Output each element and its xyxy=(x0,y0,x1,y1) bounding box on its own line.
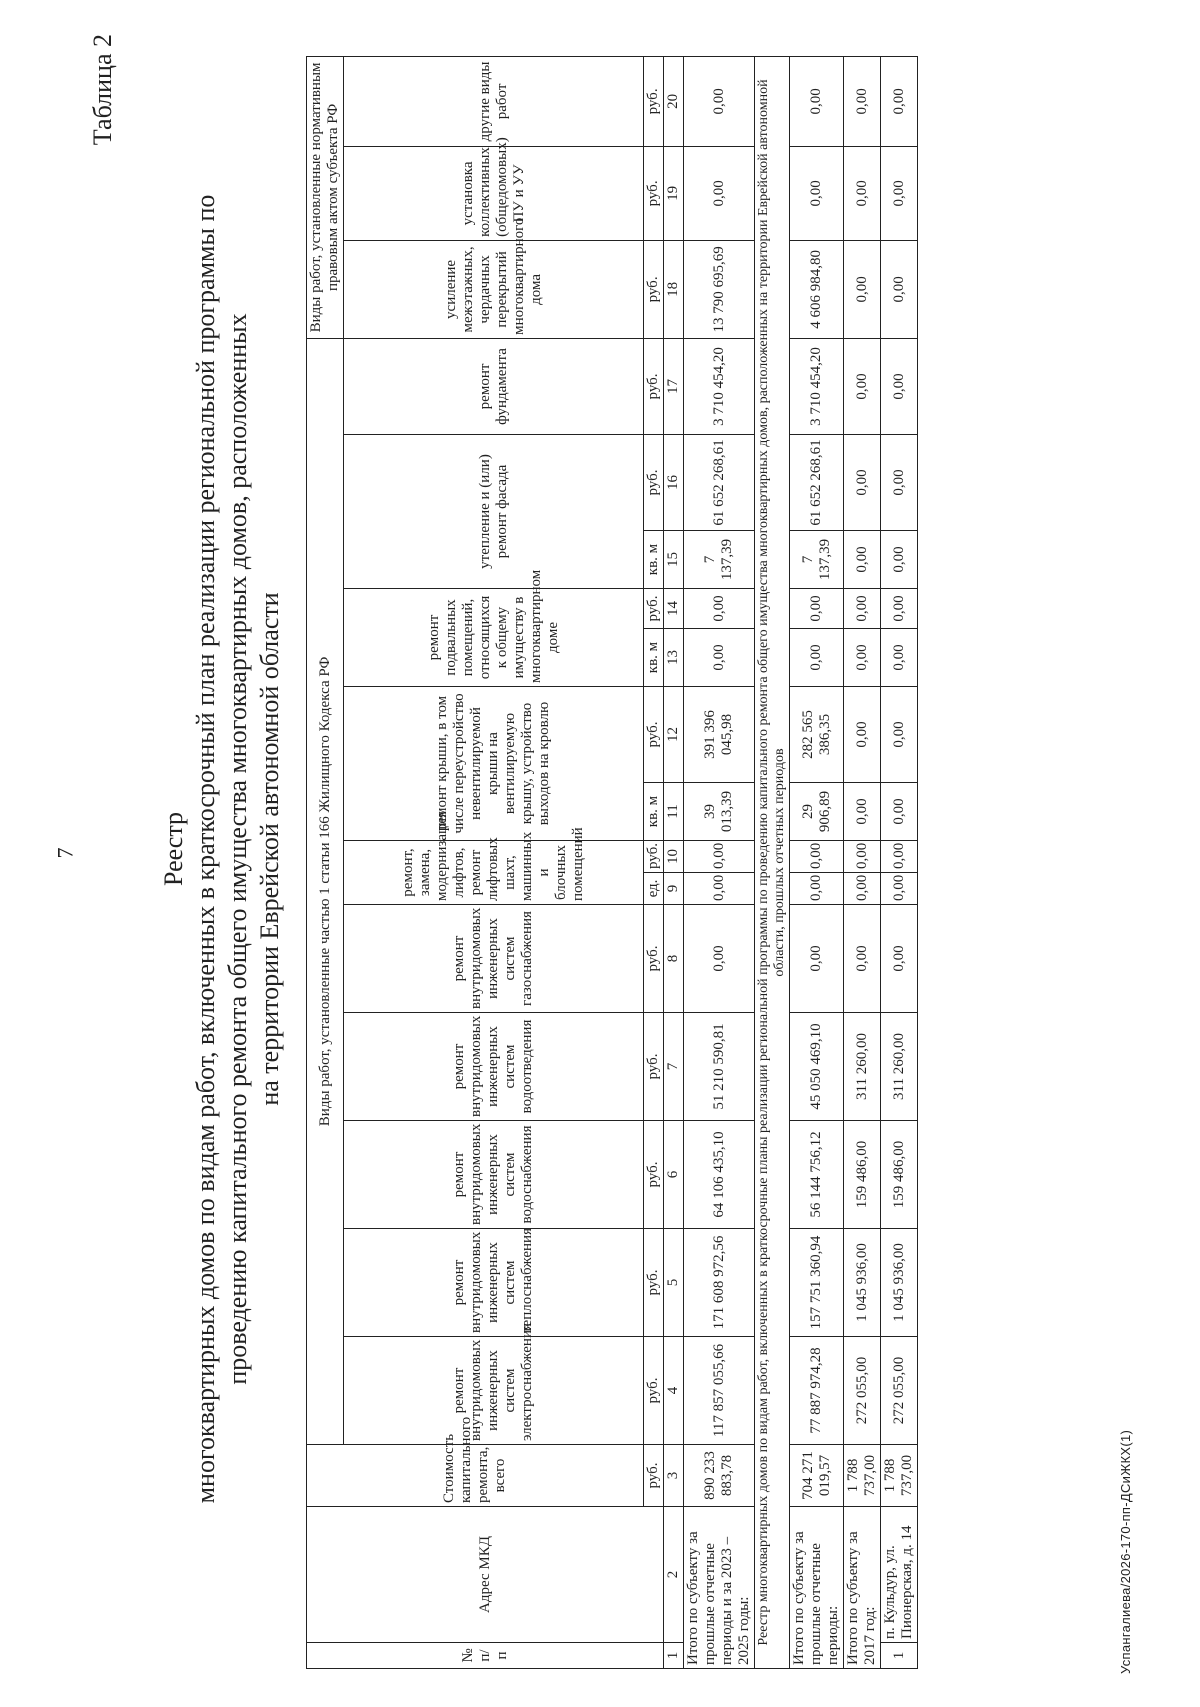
col-number: 3 xyxy=(664,1445,684,1507)
section-note-row xyxy=(755,56,790,1668)
row-value: 64 106 435,10 xyxy=(684,1121,755,1229)
row-value: 0,00 xyxy=(844,687,881,783)
unit-cell: руб. xyxy=(644,1121,664,1229)
row-value: 39 013,39 xyxy=(684,783,755,841)
row-value: 1 045 936,00 xyxy=(844,1229,881,1337)
unit-cell: руб. xyxy=(644,338,664,434)
unit-cell: руб. xyxy=(644,435,664,531)
col-number: 13 xyxy=(664,629,684,687)
document-title xyxy=(158,24,286,1674)
row-value: 272 055,00 xyxy=(844,1337,881,1445)
row-value: 0,00 xyxy=(844,905,881,1013)
row-value: 0,00 xyxy=(881,783,918,841)
header-row-1 xyxy=(307,56,344,1668)
row-value: 311 260,00 xyxy=(844,1013,881,1121)
row-value: 0,00 xyxy=(844,531,881,589)
row-value: 0,00 xyxy=(881,338,918,434)
row-value: 61 652 268,61 xyxy=(790,435,844,531)
col-number: 12 xyxy=(664,687,684,783)
row-value: 0,00 xyxy=(790,873,844,905)
row-value: 272 055,00 xyxy=(881,1337,918,1445)
header-work-sewer: ремонт внутридомовых инженерных систем водоотведения xyxy=(344,1013,644,1121)
row-value: 0,00 xyxy=(790,146,844,240)
row-value: 391 396 045,98 xyxy=(684,687,755,783)
col-number: 1 xyxy=(664,1643,684,1669)
header-num: № п/п xyxy=(307,1643,664,1669)
row-value: 3 710 454,20 xyxy=(684,338,755,434)
col-number: 10 xyxy=(664,841,684,873)
col-number: 6 xyxy=(664,1121,684,1229)
row-address: Итого по субъекту за 2017 год: xyxy=(844,1507,881,1669)
row-value: 159 486,00 xyxy=(844,1121,881,1229)
row-value: 0,00 xyxy=(844,629,881,687)
row-value: 0,00 xyxy=(844,146,881,240)
col-number: 4 xyxy=(664,1337,684,1445)
header-address: Адрес МКД xyxy=(307,1507,664,1643)
col-number: 16 xyxy=(664,435,684,531)
unit-cell: руб. xyxy=(644,687,664,783)
row-address: Итого по субъекту за прошлые отчетные периоды и за 2023 – 2025 годы: xyxy=(684,1507,755,1669)
unit-cell: руб. xyxy=(644,1229,664,1337)
col-number: 20 xyxy=(664,56,684,146)
section-note: Реестр многоквартирных домов по видам работ, включенных в краткосрочные планы реализации региональной программы по проведению капитального ремонта общего имущества многоквартирных домов, расположенных на территории Еврейской автономной области, прошлых отчетных периодов xyxy=(755,56,790,1668)
header-work-floors: усиление межэтажных, чердачных перекрытий многоквартирного дома xyxy=(344,240,644,338)
row-value: 77 887 974,28 xyxy=(790,1337,844,1445)
header-group-subject: Виды работ, установленные нормативным правовым актом субъекта РФ xyxy=(307,56,344,338)
footer-stamp: Успангалиева/2026-170-пп-ДСиЖКХ(1) xyxy=(1118,1429,1133,1674)
row-value: 1 045 936,00 xyxy=(881,1229,918,1337)
table-row xyxy=(684,56,755,1668)
row-value: 0,00 xyxy=(881,629,918,687)
header-work-electric: ремонт внутридомовых инженерных систем электроснабжения xyxy=(344,1337,644,1445)
header-work-foundation: ремонт фундамента xyxy=(344,338,644,434)
row-value: 0,00 xyxy=(684,841,755,873)
header-group-zhk: Виды работ, установленные частью 1 статьи 166 Жилищного Кодекса РФ xyxy=(307,338,344,1444)
col-number: 7 xyxy=(664,1013,684,1121)
row-value: 0,00 xyxy=(844,841,881,873)
row-value: 0,00 xyxy=(684,873,755,905)
title-line-3: проведению капитального ремонта общего имущества многоквартирных домов, расположенных xyxy=(223,313,252,1385)
row-value: 0,00 xyxy=(844,783,881,841)
row-value: 56 144 756,12 xyxy=(790,1121,844,1229)
header-work-heat: ремонт внутридомовых инженерных систем теплоснабжения xyxy=(344,1229,644,1337)
row-value: 0,00 xyxy=(684,56,755,146)
row-value: 1 788 737,00 xyxy=(844,1445,881,1507)
row-value: 0,00 xyxy=(844,56,881,146)
unit-cell: кв. м xyxy=(644,629,664,687)
row-value: 1 788 737,00 xyxy=(881,1445,918,1507)
header-work-water: ремонт внутридомовых инженерных систем водоснабжения xyxy=(344,1121,644,1229)
row-value: 0,00 xyxy=(881,841,918,873)
header-work-roof: ремонт крыши, в том числе переустройство невентилируемой крыши на вентилируемую крышу, устройство выходов на кровлю xyxy=(344,687,644,841)
row-value: 0,00 xyxy=(881,905,918,1013)
page-number: 7 xyxy=(52,847,78,859)
row-address: п. Кульдур, ул. Пионерская, д. 14 xyxy=(881,1507,918,1643)
row-value: 0,00 xyxy=(881,873,918,905)
title-line-4: на территории Еврейской автономной области xyxy=(255,592,284,1106)
row-value: 0,00 xyxy=(790,841,844,873)
unit-cell: руб. xyxy=(644,56,664,146)
header-work-basement: ремонт подвальных помещений, относящихся к общему имуществу в многоквартирном доме xyxy=(344,589,644,687)
row-value: 159 486,00 xyxy=(881,1121,918,1229)
header-work-facade: утепление и (или) ремонт фасада xyxy=(344,435,644,589)
row-value: 51 210 590,81 xyxy=(684,1013,755,1121)
row-value: 890 233 883,78 xyxy=(684,1445,755,1507)
registry-table xyxy=(306,56,918,1669)
row-value: 0,00 xyxy=(881,435,918,531)
row-value: 0,00 xyxy=(881,240,918,338)
row-value: 704 271 019,57 xyxy=(790,1445,844,1507)
unit-cell: руб. xyxy=(644,1445,664,1507)
row-value: 0,00 xyxy=(881,531,918,589)
row-num: 1 xyxy=(881,1643,918,1669)
row-value: 0,00 xyxy=(790,905,844,1013)
row-value: 4 606 984,80 xyxy=(790,240,844,338)
unit-cell: руб. xyxy=(644,240,664,338)
unit-cell: кв. м xyxy=(644,531,664,589)
row-value: 0,00 xyxy=(790,589,844,629)
unit-cell: руб. xyxy=(644,146,664,240)
col-number: 8 xyxy=(664,905,684,1013)
row-value: 282 565 386,35 xyxy=(790,687,844,783)
row-value: 117 857 055,66 xyxy=(684,1337,755,1445)
col-number: 17 xyxy=(664,338,684,434)
row-value: 3 710 454,20 xyxy=(790,338,844,434)
col-number: 15 xyxy=(664,531,684,589)
row-value: 0,00 xyxy=(684,146,755,240)
header-work-other: другие виды работ xyxy=(344,56,644,146)
row-value: 0,00 xyxy=(684,589,755,629)
row-value: 0,00 xyxy=(844,873,881,905)
row-value: 0,00 xyxy=(790,56,844,146)
row-value: 0,00 xyxy=(790,629,844,687)
row-value: 0,00 xyxy=(844,589,881,629)
col-number: 14 xyxy=(664,589,684,629)
column-numbers-row xyxy=(664,56,684,1668)
units-row xyxy=(644,56,664,1668)
row-value: 61 652 268,61 xyxy=(684,435,755,531)
row-value: 7 137,39 xyxy=(790,531,844,589)
col-number: 2 xyxy=(664,1507,684,1643)
unit-cell: руб. xyxy=(644,589,664,629)
row-value: 0,00 xyxy=(881,146,918,240)
title-line-2: многоквартирных домов по видам работ, включенных в краткосрочный план реализации региональной программы по xyxy=(191,194,220,1504)
row-value: 157 751 360,94 xyxy=(790,1229,844,1337)
unit-cell: руб. xyxy=(644,1337,664,1445)
col-number: 19 xyxy=(664,146,684,240)
row-value: 0,00 xyxy=(881,687,918,783)
row-value: 311 260,00 xyxy=(881,1013,918,1121)
unit-cell: руб. xyxy=(644,905,664,1013)
row-value: 0,00 xyxy=(684,905,755,1013)
table-label: Таблица 2 xyxy=(88,34,117,146)
col-number: 5 xyxy=(664,1229,684,1337)
unit-cell: руб. xyxy=(644,841,664,873)
row-value: 45 050 469,10 xyxy=(790,1013,844,1121)
unit-cell: ед. xyxy=(644,873,664,905)
row-value: 0,00 xyxy=(844,240,881,338)
header-work-meters: установка коллективных (общедомовых) ПУ и УУ xyxy=(344,146,644,240)
row-value: 0,00 xyxy=(844,338,881,434)
row-value: 171 608 972,56 xyxy=(684,1229,755,1337)
unit-cell: кв. м xyxy=(644,783,664,841)
header-work-gas: ремонт внутридомовых инженерных систем газоснабжения xyxy=(344,905,644,1013)
rotated-page-content xyxy=(88,24,1148,1674)
row-value: 0,00 xyxy=(881,589,918,629)
table-row xyxy=(790,56,844,1668)
header-total-cost: Стоимость капитального ремонта, всего xyxy=(307,1445,644,1507)
unit-cell: руб. xyxy=(644,1013,664,1121)
row-value: 29 906,89 xyxy=(790,783,844,841)
row-value: 13 790 695,69 xyxy=(684,240,755,338)
table-row xyxy=(881,56,918,1668)
title-line-1: Реестр xyxy=(159,811,188,887)
row-address: Итого по субъекту за прошлые отчетные периоды: xyxy=(790,1507,844,1669)
row-value: 7 137,39 xyxy=(684,531,755,589)
header-work-lift: ремонт, замена, модернизация лифтов, ремонт лифтовых шахт, машинных и блочных помещений xyxy=(344,841,644,905)
header-row-2 xyxy=(344,56,644,1668)
row-value: 0,00 xyxy=(844,435,881,531)
table-row xyxy=(844,56,881,1668)
row-value: 0,00 xyxy=(684,629,755,687)
col-number: 11 xyxy=(664,783,684,841)
col-number: 18 xyxy=(664,240,684,338)
row-value: 0,00 xyxy=(881,56,918,146)
col-number: 9 xyxy=(664,873,684,905)
